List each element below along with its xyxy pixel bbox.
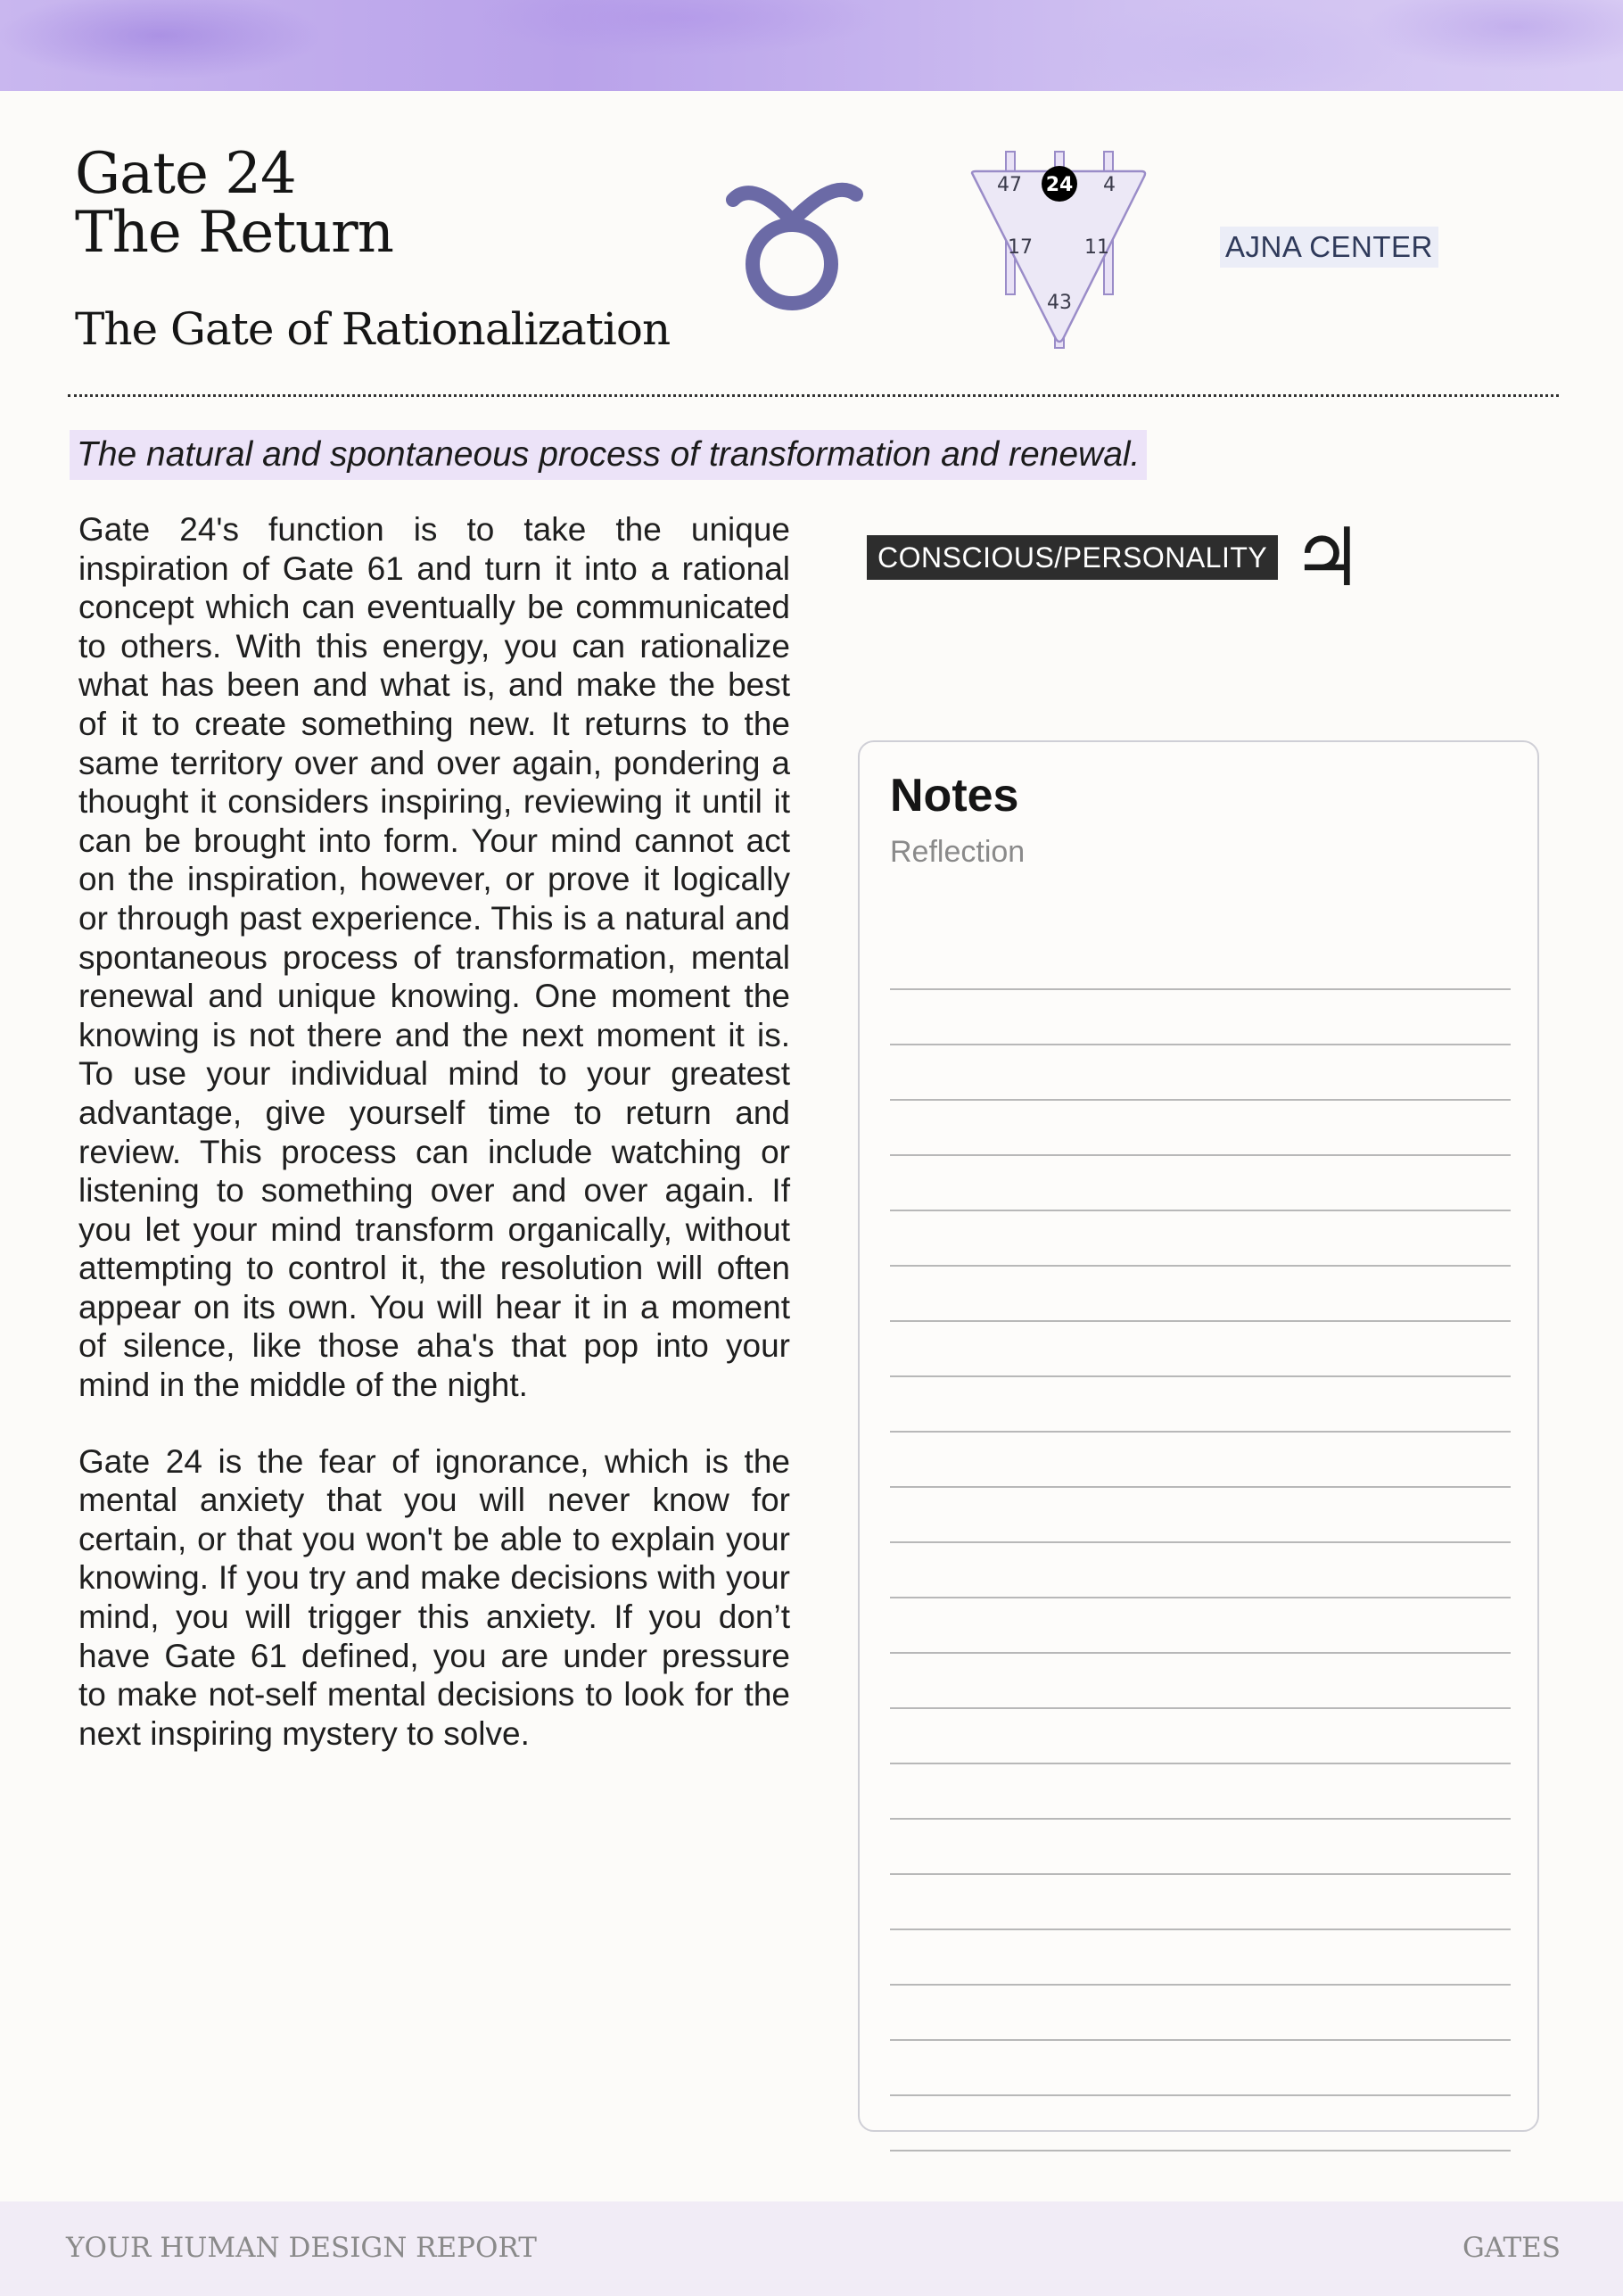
note-line[interactable] — [890, 2041, 1511, 2096]
note-line[interactable] — [890, 1377, 1511, 1433]
note-line[interactable] — [890, 1543, 1511, 1598]
note-line[interactable] — [890, 1488, 1511, 1543]
notes-title: Notes — [890, 770, 1019, 822]
gate-label-24: 24 — [1045, 174, 1074, 196]
activation-badge: CONSCIOUS/PERSONALITY — [867, 535, 1278, 580]
note-line[interactable] — [890, 1101, 1511, 1156]
header-banner — [0, 0, 1623, 91]
note-line[interactable] — [890, 1930, 1511, 1986]
gate-number: Gate 24 — [75, 141, 296, 207]
gate-subtitle: The Gate of Rationalization — [75, 303, 671, 355]
center-badge: AJNA CENTER — [1220, 227, 1438, 268]
note-line[interactable] — [890, 990, 1511, 1045]
footer — [0, 2201, 1623, 2296]
gate-name: The Return — [75, 200, 393, 266]
footer-report-title: YOUR HUMAN DESIGN REPORT — [66, 2232, 537, 2264]
gate-label-17: 17 — [1008, 236, 1033, 259]
note-line[interactable] — [890, 1045, 1511, 1101]
notes-subtitle: Reflection — [890, 835, 1026, 869]
jupiter-icon: ♃ — [1291, 511, 1363, 605]
body-paragraph-1: Gate 24's function is to take the unique inspiration of Gate 61 and turn it into a rational concept which can eventually be communicated to others. With this energy, you can rationalize what has been and what is, and make the best of it to create something new. It returns to the same territory over and over again, pondering a thought it considers inspiring, reviewing it until it can be brought into form. Your mind cannot act on the inspiration, however, or prove it logically or through past experience. This is a natural and spontaneous process of transformation, mental renewal and unique knowing. One moment the knowing is not there and the next moment it is. To use your individual mind to your greatest advantage, give yourself time to return and review. This process can include watching or listening to something over and over again. If you let your mind transform organically, without attempting to control it, the resolution will often appear on its own. You will hear it in a moment of silence, like those aha's that pop into your mind in the middle of the night. — [78, 511, 790, 1404]
note-line[interactable] — [890, 1820, 1511, 1875]
ajna-center-diagram — [963, 146, 1155, 351]
page-title — [75, 141, 393, 266]
note-line[interactable] — [890, 1598, 1511, 1654]
note-line[interactable] — [890, 1875, 1511, 1930]
note-line[interactable] — [890, 1764, 1511, 1820]
note-line[interactable] — [890, 1986, 1511, 2041]
gate-label-11: 11 — [1084, 236, 1109, 259]
note-line[interactable] — [890, 1322, 1511, 1377]
note-line[interactable] — [890, 1211, 1511, 1267]
footer-section-title: GATES — [1462, 2232, 1561, 2264]
body-text — [78, 510, 790, 1790]
note-line[interactable] — [890, 1709, 1511, 1764]
note-line[interactable] — [890, 935, 1511, 990]
body-paragraph-2: Gate 24 is the fear of ignorance, which is the mental anxiety that you will never know for certain, or that you won't be able to explain your knowing. If you try and make decisions with your mind, you will trigger this anxiety. If you don’t have Gate 61 defined, you are under pressure to make not-self mental decisions to look for the next inspiring mystery to solve. — [78, 1442, 790, 1752]
notes-lines[interactable] — [890, 935, 1511, 2151]
gate-label-4: 4 — [1103, 174, 1116, 196]
note-line[interactable] — [890, 1267, 1511, 1322]
note-line[interactable] — [890, 1156, 1511, 1211]
note-line[interactable] — [890, 2096, 1511, 2151]
notes-card — [858, 740, 1539, 2132]
taurus-icon — [722, 175, 865, 318]
gate-label-43: 43 — [1047, 292, 1072, 314]
note-line[interactable] — [890, 1654, 1511, 1709]
tagline: The natural and spontaneous process of transformation and renewal. — [70, 430, 1147, 480]
gate-label-47: 47 — [997, 174, 1022, 196]
dotted-divider — [68, 394, 1559, 397]
note-line[interactable] — [890, 1433, 1511, 1488]
